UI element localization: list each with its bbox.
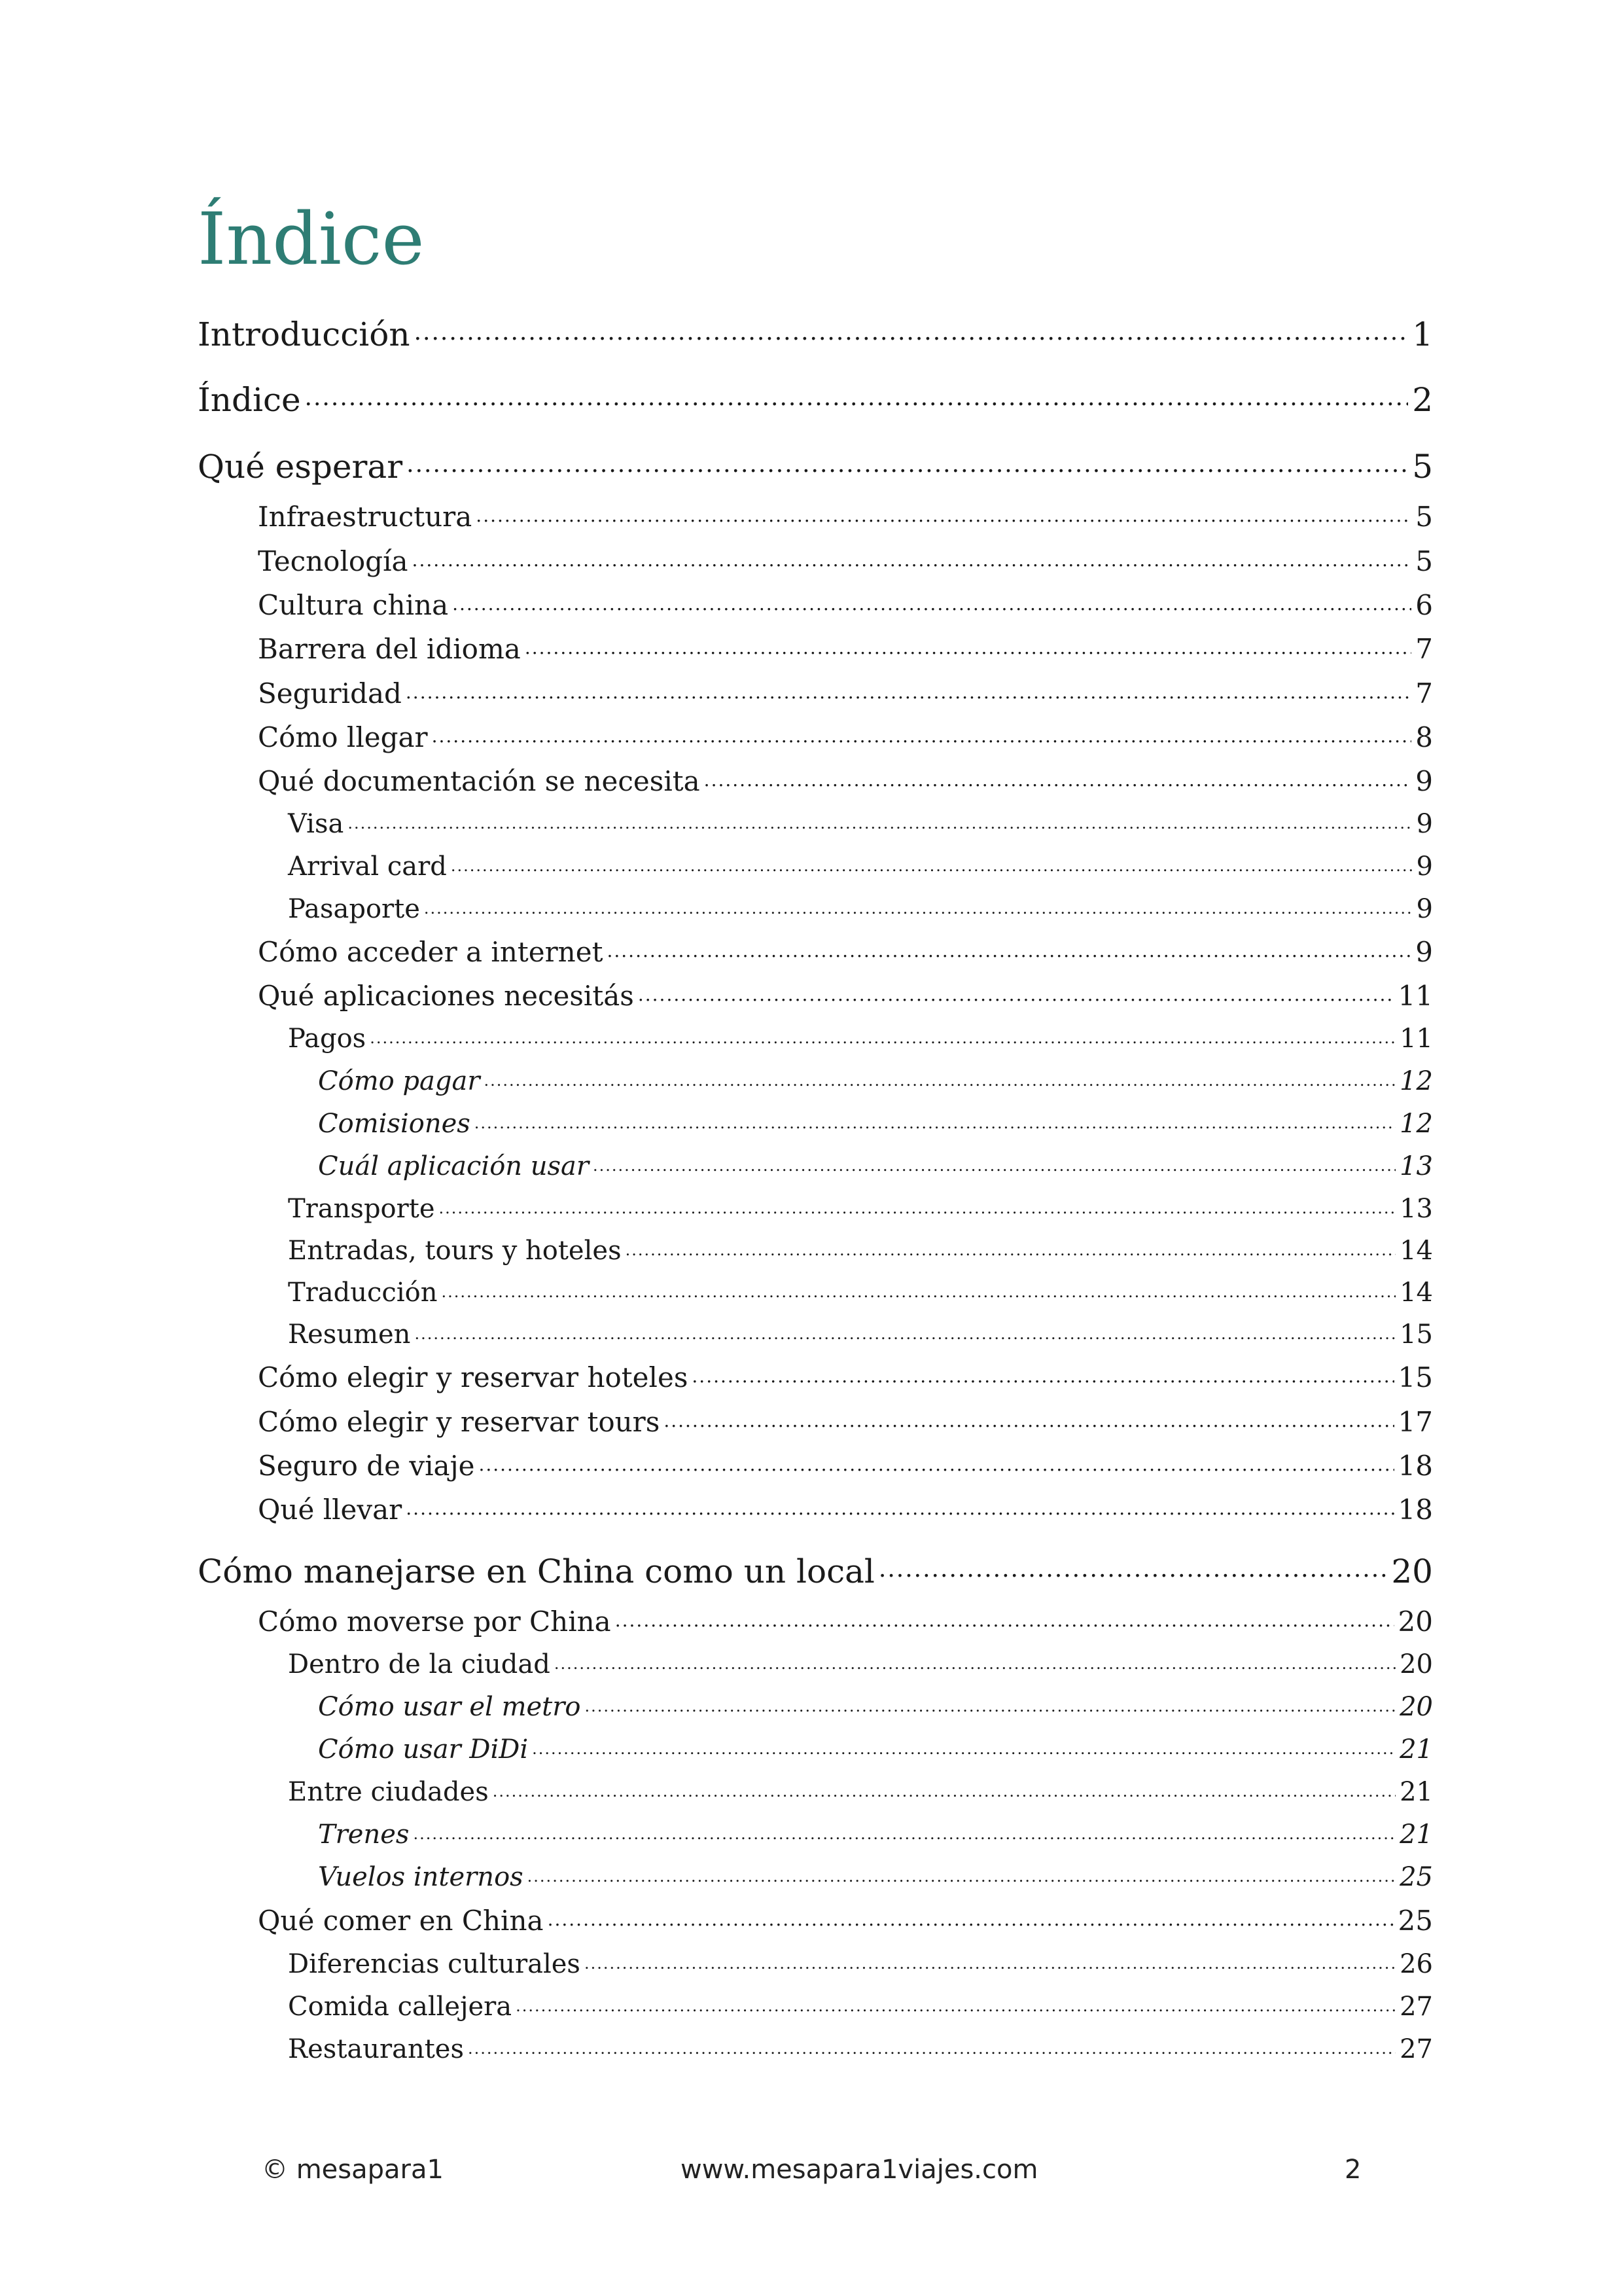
toc-entry-page: 11 (1398, 980, 1433, 1012)
toc-dot-leader (439, 1191, 1396, 1217)
toc-entry-page: 5 (1412, 448, 1433, 486)
toc-dot-leader (527, 1859, 1396, 1886)
toc-entry-que-comer[interactable] (258, 1903, 1433, 1937)
toc-dot-leader (584, 1946, 1396, 1973)
footer-website: www.mesapara1viajes.com (680, 2155, 1038, 2185)
toc-dot-leader (451, 849, 1413, 875)
toc-entry-label: Arrival card (288, 852, 447, 882)
toc-entry-label: Trenes (318, 1820, 410, 1850)
toc-entry-page: 5 (1415, 501, 1433, 533)
toc-dot-leader (704, 763, 1412, 791)
toc-entry-didi[interactable] (318, 1732, 1433, 1765)
toc-entry-label: Cómo acceder a internet (258, 936, 603, 968)
toc-dot-leader (414, 313, 1409, 346)
toc-entry-page: 2 (1412, 381, 1433, 419)
toc-entry-label: Cómo moverse por China (258, 1605, 611, 1638)
toc-entry-page: 12 (1400, 1066, 1433, 1096)
toc-dot-leader (478, 1448, 1394, 1475)
toc-dot-leader (607, 934, 1411, 961)
toc-entry-dentro-ciudad[interactable] (288, 1647, 1433, 1679)
toc-entry-label: Índice (198, 381, 301, 419)
toc-entry-page: 20 (1400, 1649, 1433, 1679)
toc-entry-arrival-card[interactable] (288, 849, 1433, 882)
toc-entry-label: Comisiones (318, 1109, 470, 1139)
toc-dot-leader (638, 978, 1394, 1005)
toc-dot-leader (412, 543, 1412, 571)
toc-entry-pasaporte[interactable] (288, 891, 1433, 924)
toc-entry-page: 20 (1398, 1605, 1433, 1638)
toc-entry-cual-aplicacion[interactable] (318, 1149, 1433, 1181)
toc-dot-leader (305, 378, 1409, 411)
toc-entry-page: 27 (1400, 2034, 1433, 2064)
toc-entry-como-moverse[interactable] (258, 1604, 1433, 1638)
toc-entry-label: Comida callejera (288, 1992, 512, 2022)
toc-dot-leader (584, 1689, 1396, 1715)
toc-entry-label: Tecnología (258, 545, 408, 577)
toc-entry-label: Cultura china (258, 589, 449, 621)
toc-entry-vuelos[interactable] (318, 1859, 1433, 1892)
toc-entry-entre-ciudades[interactable] (288, 1774, 1433, 1807)
toc-entry-label: Cómo elegir y reservar tours (258, 1406, 660, 1438)
toc-entry-page: 20 (1391, 1552, 1433, 1590)
toc-entry-page: 12 (1400, 1109, 1433, 1139)
toc-entry-label: Cómo usar el metro (318, 1692, 581, 1722)
toc-entry-page: 9 (1416, 809, 1433, 839)
toc-dot-leader (879, 1550, 1387, 1583)
toc-entry-page: 26 (1400, 1949, 1433, 1979)
toc-entry-page: 7 (1415, 633, 1433, 665)
toc-entry-entradas[interactable] (288, 1233, 1433, 1266)
toc-entry-page: 18 (1398, 1450, 1433, 1482)
toc-entry-label: Transporte (288, 1194, 435, 1224)
toc-entry-page: 14 (1400, 1278, 1433, 1308)
toc-dot-leader (548, 1903, 1394, 1930)
toc-entry-page: 21 (1400, 1734, 1433, 1765)
toc-entry-page: 13 (1400, 1194, 1433, 1224)
toc-entry-label: Introducción (198, 315, 410, 353)
toc-dot-leader (414, 1317, 1396, 1343)
toc-entry-label: Cómo pagar (318, 1066, 480, 1096)
toc-dot-leader (532, 1732, 1396, 1758)
toc-entry-resumen[interactable] (288, 1317, 1433, 1350)
toc-entry-label: Qué llevar (258, 1494, 402, 1526)
toc-entry-introduccion[interactable] (198, 313, 1433, 353)
toc-entry-comisiones[interactable] (318, 1106, 1433, 1139)
toc-entry-label: Infraestructura (258, 501, 472, 533)
toc-entry-aplicaciones[interactable] (258, 978, 1433, 1012)
toc-entry-seguro[interactable] (258, 1448, 1433, 1482)
toc-entry-label: Seguro de viaje (258, 1450, 475, 1482)
toc-entry-label: Cuál aplicación usar (318, 1151, 590, 1181)
toc-entry-pagos[interactable] (288, 1021, 1433, 1054)
footer-copyright: © mesapara1 (262, 2155, 444, 2185)
toc-dot-leader (484, 1064, 1396, 1090)
toc-entry-page: 6 (1415, 589, 1433, 621)
toc-entry-page: 21 (1400, 1777, 1433, 1807)
toc-entry-label: Qué esperar (198, 448, 403, 486)
toc-entry-page: 1 (1412, 315, 1433, 353)
toc-dot-leader (406, 445, 1408, 478)
toc-entry-cultura-china[interactable] (258, 587, 1433, 621)
toc-entry-seguridad[interactable] (258, 675, 1433, 709)
toc-entry-label: Traducción (288, 1278, 438, 1308)
toc-entry-documentacion[interactable] (258, 763, 1433, 797)
toc-dot-leader (615, 1604, 1394, 1631)
toc-dot-leader (370, 1021, 1396, 1047)
toc-entry-metro[interactable] (318, 1689, 1433, 1722)
toc-entry-page: 27 (1400, 1992, 1433, 2022)
toc-entry-traduccion[interactable] (288, 1275, 1433, 1308)
toc-entry-page: 13 (1400, 1151, 1433, 1181)
toc-entry-page: 5 (1415, 545, 1433, 577)
toc-dot-leader (525, 631, 1411, 658)
toc-dot-leader (468, 2032, 1396, 2058)
toc-entry-que-esperar[interactable] (198, 445, 1433, 486)
toc-dot-leader (626, 1233, 1396, 1259)
toc-entry-label: Barrera del idioma (258, 633, 521, 665)
toc-entry-page: 14 (1400, 1236, 1433, 1266)
toc-entry-como-pagar[interactable] (318, 1064, 1433, 1096)
toc-entry-label: Cómo elegir y reservar hoteles (258, 1361, 688, 1393)
toc-entry-infraestructura[interactable] (258, 499, 1433, 533)
page-title: Índice (198, 197, 425, 281)
toc-entry-label: Pasaporte (288, 894, 420, 924)
toc-entry-hoteles[interactable] (258, 1359, 1433, 1393)
toc-dot-leader (493, 1774, 1396, 1801)
toc-dot-leader (476, 499, 1411, 526)
toc-dot-leader (516, 1989, 1396, 2015)
toc-dot-leader (663, 1404, 1394, 1431)
toc-dot-leader (554, 1647, 1396, 1673)
toc-entry-page: 11 (1400, 1024, 1433, 1054)
toc-entry-page: 15 (1398, 1361, 1433, 1393)
toc-entry-label: Vuelos internos (318, 1862, 523, 1892)
toc-entry-page: 7 (1415, 677, 1433, 709)
toc-dot-leader (347, 806, 1412, 833)
toc-entry-como-manejarse[interactable] (198, 1550, 1433, 1590)
toc-dot-leader (692, 1359, 1394, 1387)
toc-entry-label: Cómo llegar (258, 721, 428, 753)
toc-entry-comida-callejera[interactable] (288, 1989, 1433, 2022)
toc-entry-page: 25 (1398, 1905, 1433, 1937)
toc-entry-como-llegar[interactable] (258, 719, 1433, 753)
footer-page-number: 2 (1345, 2155, 1362, 2185)
toc-entry-diferencias[interactable] (288, 1946, 1433, 1979)
toc-entry-label: Entradas, tours y hoteles (288, 1236, 622, 1266)
toc-entry-page: 9 (1415, 765, 1433, 797)
toc-entry-page: 20 (1400, 1692, 1433, 1722)
toc-entry-page: 21 (1400, 1820, 1433, 1850)
toc-entry-label: Pagos (288, 1024, 366, 1054)
toc-entry-label: Cómo manejarse en China como un local (198, 1552, 875, 1590)
toc-entry-page: 15 (1400, 1319, 1433, 1350)
toc-entry-label: Qué aplicaciones necesitás (258, 980, 634, 1012)
toc-entry-tecnologia[interactable] (258, 543, 1433, 577)
toc-entry-restaurantes[interactable] (288, 2032, 1433, 2064)
toc-entry-internet[interactable] (258, 934, 1433, 968)
toc-entry-label: Entre ciudades (288, 1777, 489, 1807)
toc-dot-leader (474, 1106, 1396, 1132)
toc-dot-leader (406, 675, 1411, 703)
toc-entry-indice[interactable] (198, 378, 1433, 419)
toc-entry-page: 9 (1416, 894, 1433, 924)
toc-entry-page: 9 (1416, 852, 1433, 882)
toc-dot-leader (593, 1149, 1396, 1175)
toc-entry-page: 17 (1398, 1406, 1433, 1438)
toc-dot-leader (452, 587, 1411, 615)
toc-entry-label: Qué comer en China (258, 1905, 544, 1937)
toc-dot-leader (413, 1817, 1396, 1843)
toc-entry-page: 9 (1415, 936, 1433, 968)
toc-entry-label: Cómo usar DiDi (318, 1734, 529, 1765)
toc-entry-label: Seguridad (258, 677, 402, 709)
toc-entry-label: Resumen (288, 1319, 411, 1350)
toc-dot-leader (406, 1492, 1394, 1519)
toc-entry-page: 25 (1400, 1862, 1433, 1892)
toc-entry-visa[interactable] (288, 806, 1433, 839)
toc-entry-page: 8 (1415, 721, 1433, 753)
toc-dot-leader (432, 719, 1412, 747)
toc-entry-label: Dentro de la ciudad (288, 1649, 550, 1679)
toc-entry-label: Visa (288, 809, 344, 839)
toc-entry-label: Diferencias culturales (288, 1949, 580, 1979)
toc-entry-trenes[interactable] (318, 1817, 1433, 1850)
toc-entry-tours[interactable] (258, 1404, 1433, 1438)
toc-entry-label: Qué documentación se necesita (258, 765, 700, 797)
toc-entry-barrera-del-idioma[interactable] (258, 631, 1433, 665)
toc-entry-page: 18 (1398, 1494, 1433, 1526)
toc-dot-leader (441, 1275, 1396, 1301)
toc-entry-label: Restaurantes (288, 2034, 465, 2064)
toc-entry-que-llevar[interactable] (258, 1492, 1433, 1526)
toc-entry-transporte[interactable] (288, 1191, 1433, 1224)
toc-dot-leader (424, 891, 1413, 918)
